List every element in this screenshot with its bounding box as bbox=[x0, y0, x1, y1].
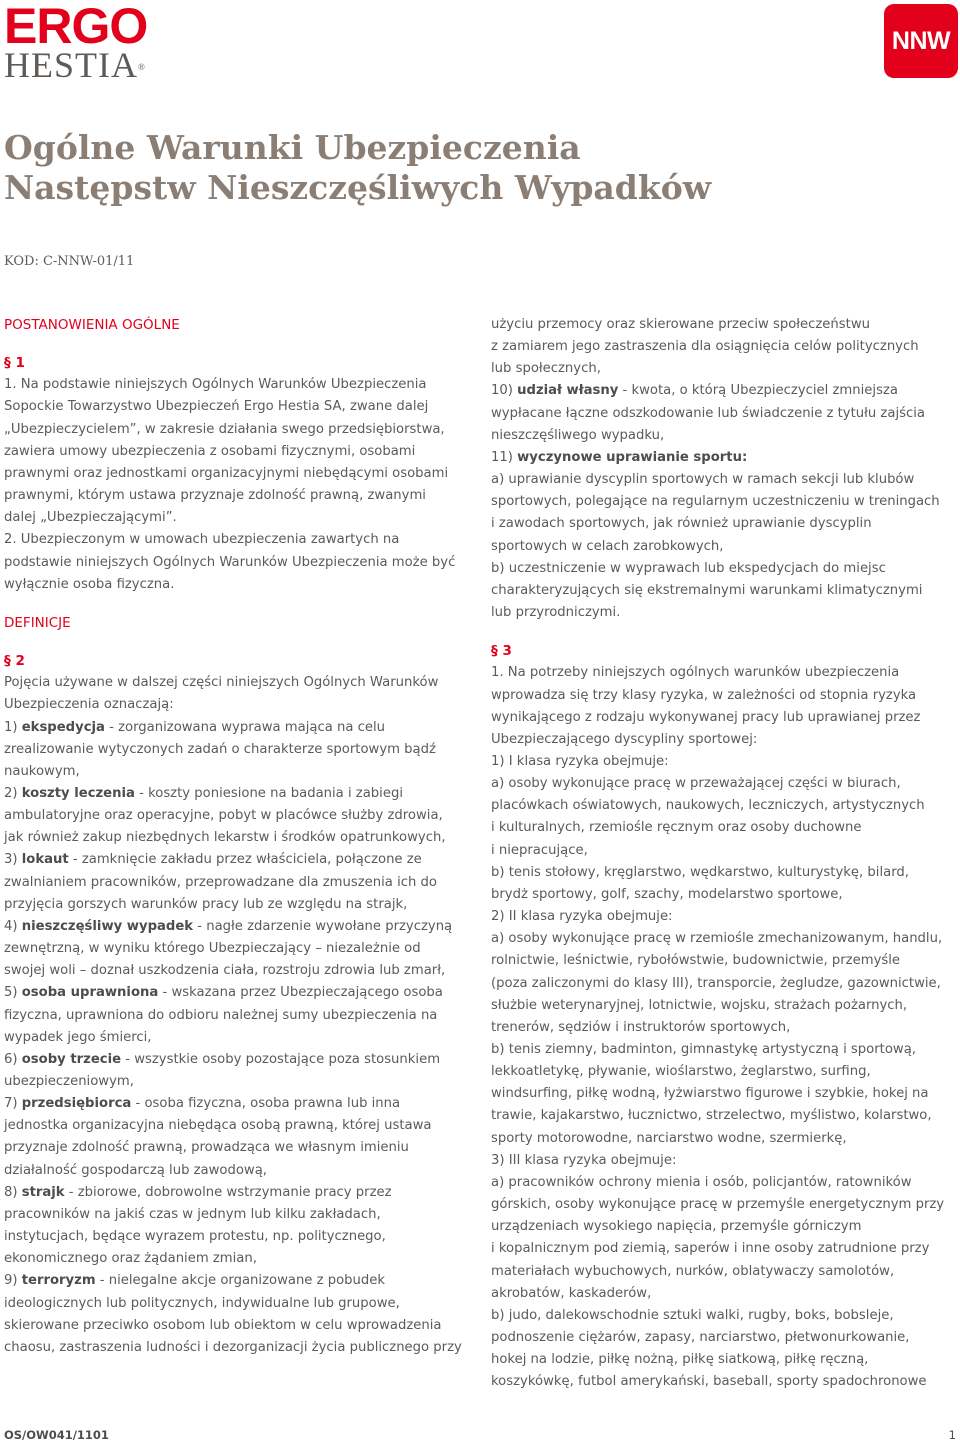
text-line: wprowadza się trzy klasy ryzyka, w zależności od stopnia ryzyka bbox=[491, 687, 917, 703]
definition-item: 7) przedsiębiorca - osoba fizyczna, osoba prawna lub inna bbox=[4, 1096, 401, 1112]
paragraph-number-2: § 2 bbox=[4, 653, 25, 670]
text-line: lekkoatletykę, pływanie, wioślarstwo, żeglarstwo, surfing, bbox=[491, 1064, 871, 1080]
text-line: b) judo, dalekowschodnie sztuki walki, rugby, boks, bobsleje, bbox=[491, 1307, 894, 1323]
text-line: sporty motorowodne, narciarstwo wodne, szermierkę, bbox=[491, 1130, 847, 1146]
text-line: służbie weterynaryjnej, lotnictwie, wojsku, strażach pożarnych, bbox=[491, 997, 908, 1013]
text-line: z zamiarem jego zastraszenia dla osiągnięcia celów politycznych bbox=[491, 339, 919, 355]
paragraph-3 bbox=[491, 662, 957, 1393]
definition-10 bbox=[491, 380, 957, 446]
definition-term: terroryzm bbox=[21, 1273, 96, 1289]
footer-page-number: 1 bbox=[948, 1428, 956, 1442]
definition-line: swojej woli – doznał uszkodzenia ciała, rozstroju zdrowia lub zmarł, bbox=[4, 963, 446, 979]
definition-term: udział własny bbox=[517, 383, 619, 399]
text-line: materiałach wybuchowych, nurków, oblatywaczy samolotów, bbox=[491, 1263, 895, 1279]
definition-line: ekonomicznego oraz żądaniem zmian, bbox=[4, 1251, 257, 1267]
text-line: 2) II klasa ryzyka obejmuje: bbox=[491, 909, 673, 925]
text-line: i kulturalnych, rzemiośle ręcznym oraz osoby duchowne bbox=[491, 820, 862, 836]
nnw-badge: NNW bbox=[884, 4, 958, 78]
definition-line: pracowników na jakiś czas w jednym lub kilku zakładach, bbox=[4, 1206, 381, 1222]
definition-line: b) uczestniczenie w wyprawach lub ekspedycjach do miejsc bbox=[491, 560, 886, 576]
text-line: (poza zaliczonymi do klasy III), transporcie, żegludze, gazownictwie, bbox=[491, 975, 941, 991]
text-line: zawiera umowy ubezpieczenia z osobami fizycznymi, osobami bbox=[4, 443, 416, 459]
text-line: prawnymi, którym ustawa przyznaje zdolność prawną, zwanymi bbox=[4, 488, 426, 504]
definition-line: charakteryzujących się ekstremalnymi warunkami klimatycznymi bbox=[491, 582, 923, 598]
definition-line: nieszczęśliwego wypadku, bbox=[491, 427, 665, 443]
definition-item: 8) strajk - zbiorowe, dobrowolne wstrzymanie pracy przez bbox=[4, 1184, 392, 1200]
text-line: a) osoby wykonujące pracę w rzemiośle zmechanizowanym, handlu, bbox=[491, 931, 943, 947]
text-line: 1. Na podstawie niniejszych Ogólnych Warunków Ubezpieczenia bbox=[4, 377, 427, 393]
logo-ergo-text: ERGO bbox=[4, 0, 148, 54]
text-line: b) tenis ziemny, badminton, gimnastykę artystyczną i sportową, bbox=[491, 1042, 916, 1057]
definition-line: sportowych w celach zarobkowych, bbox=[491, 538, 724, 554]
text-line: wynikającego z rodzaju wykonywanej pracy lub uprawianej przez bbox=[491, 709, 921, 725]
text-line: górskich, osoby wykonujące pracę w przemyśle energetycznym przy bbox=[491, 1197, 945, 1213]
definition-line: naukowym, bbox=[4, 763, 80, 779]
section-heading-general: POSTANOWIENIA OGÓLNE bbox=[4, 317, 180, 333]
ergo-hestia-logo bbox=[4, 0, 148, 85]
definition-term: koszty leczenia bbox=[21, 785, 135, 801]
definition-line: ubezpieczeniowym, bbox=[4, 1074, 134, 1089]
definition-term: wyczynowe uprawianie sportu: bbox=[517, 449, 748, 465]
definition-line: przyjęcia gorszych warunków pracy lub ze względu na strajk, bbox=[4, 896, 408, 912]
text-line: lub społecznych, bbox=[491, 361, 601, 377]
text-line: trawie, kajakarstwo, łucznictwo, strzelectwo, myślistwo, kolarstwo, bbox=[491, 1108, 932, 1124]
definition-line: sportowych, polegające na regularnym uczestniczeniu w treningach bbox=[491, 494, 940, 510]
definitions-list bbox=[4, 717, 476, 1360]
text-line: akrobatów, kaskaderów, bbox=[491, 1285, 652, 1301]
definition-11 bbox=[491, 447, 957, 624]
text-line: Ubezpieczenia oznaczają: bbox=[4, 697, 174, 713]
definition-term: strajk bbox=[21, 1184, 65, 1200]
definition-term: ekspedycja bbox=[21, 719, 105, 735]
definition-term: osoba uprawniona bbox=[21, 985, 159, 1001]
definition-line: przyznaje zdolność prawną, prowadząca we własnym imieniu bbox=[4, 1140, 409, 1156]
definition-line: skierowane przeciwko osobom lub obiektom w celu wprowadzenia bbox=[4, 1317, 442, 1333]
text-line: koszykówkę, futbol amerykański, baseball, sporty spadochronowe bbox=[491, 1374, 927, 1390]
definition-term: nieszczęśliwy wypadek bbox=[21, 918, 194, 934]
text-line: dalej „Ubezpieczającymi”. bbox=[4, 510, 177, 526]
definition-line: zrealizowanie wytyczonych zadań o charakterze sportowym bądź bbox=[4, 741, 436, 757]
definition-item: 11) wyczynowe uprawianie sportu: bbox=[491, 449, 748, 465]
definitions-intro bbox=[4, 672, 476, 716]
definition-line: zwalnianiem pracowników, przeprowadzane dla zmuszenia ich do bbox=[4, 874, 437, 890]
definition-item: 10) udział własny - kwota, o którą Ubezpieczyciel zmniejsza bbox=[491, 383, 898, 399]
definition-term: przedsiębiorca bbox=[21, 1096, 132, 1112]
text-line: b) tenis stołowy, kręglarstwo, wędkarstwo, kulturystykę, bilard, bbox=[491, 864, 909, 880]
definition-term: lokaut bbox=[21, 852, 69, 868]
title-line-2: Następstw Nieszczęśliwych Wypadków bbox=[4, 168, 712, 207]
title-line-1: Ogólne Warunki Ubezpieczenia bbox=[4, 128, 581, 167]
text-line: Ubezpieczającego dyscypliny sportowej: bbox=[491, 731, 758, 747]
text-line: placówkach oświatowych, naukowych, leczniczych, artystycznych bbox=[491, 798, 925, 814]
text-line: Pojęcia używane w dalszej części niniejszych Ogólnych Warunków bbox=[4, 675, 439, 691]
definition-line: i zawodach sportowych, jak również uprawianie dyscyplin bbox=[491, 516, 872, 532]
paragraph-1 bbox=[4, 374, 476, 596]
definition-line: zewnętrzną, w wyniku którego Ubezpieczający – niezależnie od bbox=[4, 941, 421, 957]
text-line: brydż sportowy, golf, szachy, modelarstwo sportowe, bbox=[491, 886, 843, 902]
definition-item: 4) nieszczęśliwy wypadek - nagłe zdarzenie wywołane przyczyną bbox=[4, 918, 453, 934]
text-line: 2. Ubezpieczonym w umowach ubezpieczenia zawartych na bbox=[4, 532, 400, 548]
definition-item: 1) ekspedycja - zorganizowana wyprawa mająca na celu bbox=[4, 719, 385, 735]
logo-hestia-text: HESTIA® bbox=[4, 45, 146, 85]
text-line: windsurfing, piłkę wodną, łyżwiarstwo figurowe i szybkie, hokej na bbox=[491, 1086, 929, 1102]
text-line: użyciu przemocy oraz skierowane przeciw społeczeństwu bbox=[491, 317, 870, 332]
text-line: „Ubezpieczycielem”, w zakresie działania swego przedsiębiorstwa, bbox=[4, 421, 445, 437]
definition-line: wypadek jego śmierci, bbox=[4, 1029, 152, 1045]
text-line: 1) I klasa ryzyka obejmuje: bbox=[491, 753, 669, 769]
definition-line: wypłacane łączne odszkodowanie lub świadczenie z tytułu zajścia bbox=[491, 405, 925, 421]
section-heading-definitions: DEFINICJE bbox=[4, 614, 71, 631]
text-line: trenerów, sędziów i instruktorów sportowych, bbox=[491, 1019, 791, 1035]
definition-item: 6) osoby trzecie - wszystkie osoby pozostające poza stosunkiem bbox=[4, 1051, 441, 1067]
definition-item: 9) terroryzm - nielegalne akcje organizowane z pobudek bbox=[4, 1273, 386, 1289]
text-line: i kopalnicznym pod ziemią, saperów i inne osoby zatrudnione przy bbox=[491, 1241, 930, 1257]
text-line: podnoszenie ciężarów, zapasy, narciarstwo, płetwonurkowanie, bbox=[491, 1330, 910, 1346]
definition-9-continuation bbox=[491, 314, 957, 380]
text-line: wyłącznie osoba fizyczna. bbox=[4, 576, 175, 592]
text-line: i niepracujące, bbox=[491, 842, 588, 858]
text-line: podstawie niniejszych Ogólnych Warunków Ubezpieczenia może być bbox=[4, 554, 456, 570]
text-line: hokej na lodzie, piłkę nożną, piłkę siatkową, piłkę ręczną, bbox=[491, 1352, 869, 1368]
definition-line: jednostka organizacyjna niebędąca osobą prawną, której ustawa bbox=[4, 1118, 432, 1134]
definition-line: instytucjach, będące wyrazem protestu, np. politycznego, bbox=[4, 1229, 386, 1245]
definition-line: jak również zakup niezbędnych lekarstw i środków opatrunkowych, bbox=[4, 830, 446, 846]
text-line: a) pracowników ochrony mienia i osób, policjantów, ratowników bbox=[491, 1174, 912, 1190]
definition-line: ambulatoryjne oraz operacyjne, pobyt w placówce służby zdrowia, bbox=[4, 808, 443, 824]
footer-document-code: OS/OW041/1101 bbox=[4, 1428, 109, 1442]
paragraph-number-3: § 3 bbox=[491, 643, 512, 660]
document-title bbox=[4, 128, 711, 208]
text-line: 1. Na potrzeby niniejszych ogólnych warunków ubezpieczenia bbox=[491, 665, 900, 681]
text-line: a) osoby wykonujące pracę w przeważającej części w biurach, bbox=[491, 776, 901, 792]
definition-term: osoby trzecie bbox=[21, 1051, 122, 1067]
text-line: urządzeniach wysokiego napięcia, przemyśle górniczym bbox=[491, 1219, 862, 1235]
paragraph-number-1: § 1 bbox=[4, 355, 25, 372]
text-line: prawnymi oraz jednostkami organizacyjnymi niebędącymi osobami bbox=[4, 465, 449, 481]
text-line: rolnictwie, leśnictwie, rybołówstwie, budownictwie, przemyśle bbox=[491, 953, 901, 969]
definition-line: fizyczna, uprawniona do odbioru należnej sumy ubezpieczenia na bbox=[4, 1007, 438, 1023]
definition-line: lub przyrodniczymi. bbox=[491, 605, 621, 621]
definition-line: a) uprawianie dyscyplin sportowych w ramach sekcji lub klubów bbox=[491, 472, 915, 488]
text-line: 3) III klasa ryzyka obejmuje: bbox=[491, 1152, 677, 1168]
definition-item: 5) osoba uprawniona - wskazana przez Ubezpieczającego osoba bbox=[4, 985, 443, 1001]
definition-line: ideologicznych lub politycznych, indywidualne lub grupowe, bbox=[4, 1295, 400, 1311]
text-line: Sopockie Towarzystwo Ubezpieczeń Ergo Hestia SA, zwane dalej bbox=[4, 399, 429, 415]
definition-line: działalność gospodarczą lub zawodową, bbox=[4, 1162, 267, 1178]
right-column bbox=[491, 314, 957, 1394]
document-code: KOD: C-NNW-01/11 bbox=[4, 254, 135, 269]
definition-item: 3) lokaut - zamknięcie zakładu przez właściciela, połączone ze bbox=[4, 852, 422, 868]
definition-line: chaosu, zastraszenia ludności i dezorganizacji życia publicznego przy bbox=[4, 1339, 462, 1355]
definition-item: 2) koszty leczenia - koszty poniesione na badania i zabiegi bbox=[4, 785, 403, 801]
left-column bbox=[4, 314, 476, 1359]
